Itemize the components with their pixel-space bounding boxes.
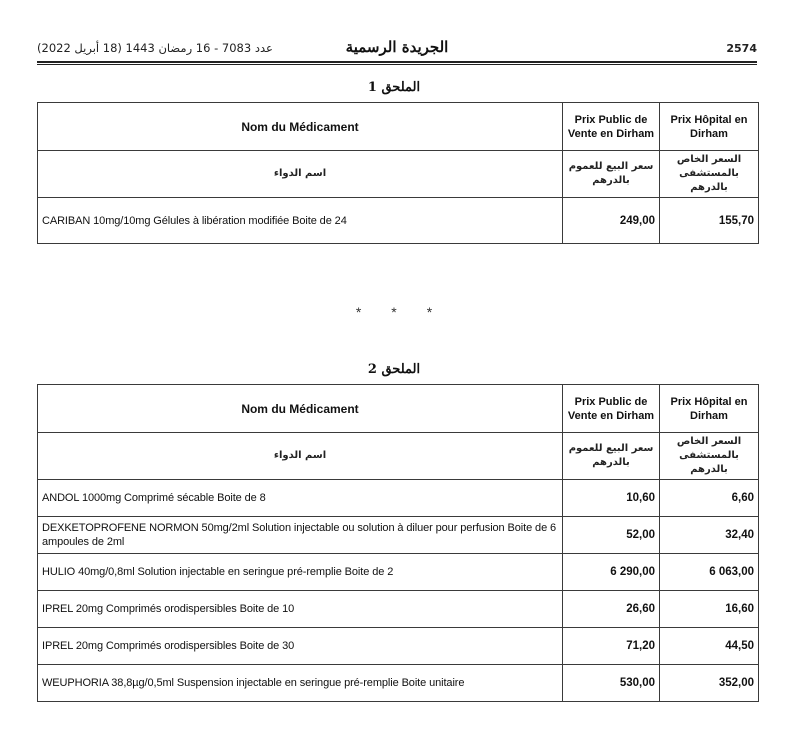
hospital-price: 155,70 (660, 198, 759, 244)
public-price: 6 290,00 (563, 554, 660, 591)
table-row (38, 198, 759, 244)
annex-2-table (37, 384, 759, 702)
header-rule (37, 61, 757, 63)
hospital-price: 16,60 (660, 591, 759, 628)
public-price: 10,60 (563, 480, 660, 517)
col-ph-ar: السعر الخاص بالمستشفى بالدرهم (660, 151, 759, 198)
public-price: 71,20 (563, 628, 660, 665)
public-price: 26,60 (563, 591, 660, 628)
table-row (38, 665, 759, 702)
table-row (38, 517, 759, 554)
page-header (37, 38, 757, 60)
col-ph-fr: Prix Hôpital en Dirham (660, 103, 759, 151)
annex-1-title: الملحق 1 (367, 80, 421, 95)
col-name-ar: اسم الدواء (38, 151, 563, 198)
page-number: 2574 (726, 42, 757, 55)
medication-name: IPREL 20mg Comprimés orodispersibles Boite de 10 (38, 591, 563, 628)
public-price: 52,00 (563, 517, 660, 554)
table-row (38, 480, 759, 517)
col-name-fr: Nom du Médicament (38, 385, 563, 433)
hospital-price: 352,00 (660, 665, 759, 702)
col-ppv-ar: سعر البيع للعموم بالدرهم (563, 151, 660, 198)
asterisk: * (391, 304, 397, 320)
asterisk: * (426, 304, 433, 320)
col-ppv-fr: Prix Public de Vente en Dirham (563, 385, 660, 433)
section-separator (0, 304, 788, 320)
hospital-price: 44,50 (660, 628, 759, 665)
annex-2-title: الملحق 2 (367, 362, 421, 377)
hospital-price: 32,40 (660, 517, 759, 554)
header-rule-thin (37, 64, 757, 65)
table-header-fr (38, 103, 759, 151)
medication-name: CARIBAN 10mg/10mg Gélules à libération modifiée Boite de 24 (38, 198, 563, 244)
table-header-fr (38, 385, 759, 433)
medication-name: WEUPHORIA 38,8µg/0,5ml Suspension injectable en seringue pré-remplie Boite unitaire (38, 665, 563, 702)
medication-name: DEXKETOPROFENE NORMON 50mg/2ml Solution injectable ou solution à diluer pour perfusion Boite de 6 ampoules de 2ml (38, 517, 563, 554)
medication-name: IPREL 20mg Comprimés orodispersibles Boite de 30 (38, 628, 563, 665)
table-row (38, 554, 759, 591)
table-row (38, 591, 759, 628)
hospital-price: 6,60 (660, 480, 759, 517)
medication-name: ANDOL 1000mg Comprimé sécable Boite de 8 (38, 480, 563, 517)
col-name-ar: اسم الدواء (38, 433, 563, 480)
asterisk: * (355, 304, 362, 320)
col-ppv-fr: Prix Public de Vente en Dirham (563, 103, 660, 151)
table-header-ar (38, 433, 759, 480)
hospital-price: 6 063,00 (660, 554, 759, 591)
public-price: 530,00 (563, 665, 660, 702)
gazette-title: الجريدة الرسمية (345, 38, 449, 56)
annex-1-table (37, 102, 759, 244)
table-row (38, 628, 759, 665)
issue-info: عدد 7083 - 16 رمضان 1443 (18 أبريل 2022) (37, 41, 273, 55)
col-ppv-ar: سعر البيع للعموم بالدرهم (563, 433, 660, 480)
table-header-ar (38, 151, 759, 198)
col-ph-fr: Prix Hôpital en Dirham (660, 385, 759, 433)
medication-name: HULIO 40mg/0,8ml Solution injectable en seringue pré-remplie Boite de 2 (38, 554, 563, 591)
col-ph-ar: السعر الخاص بالمستشفى بالدرهم (660, 433, 759, 480)
public-price: 249,00 (563, 198, 660, 244)
col-name-fr: Nom du Médicament (38, 103, 563, 151)
